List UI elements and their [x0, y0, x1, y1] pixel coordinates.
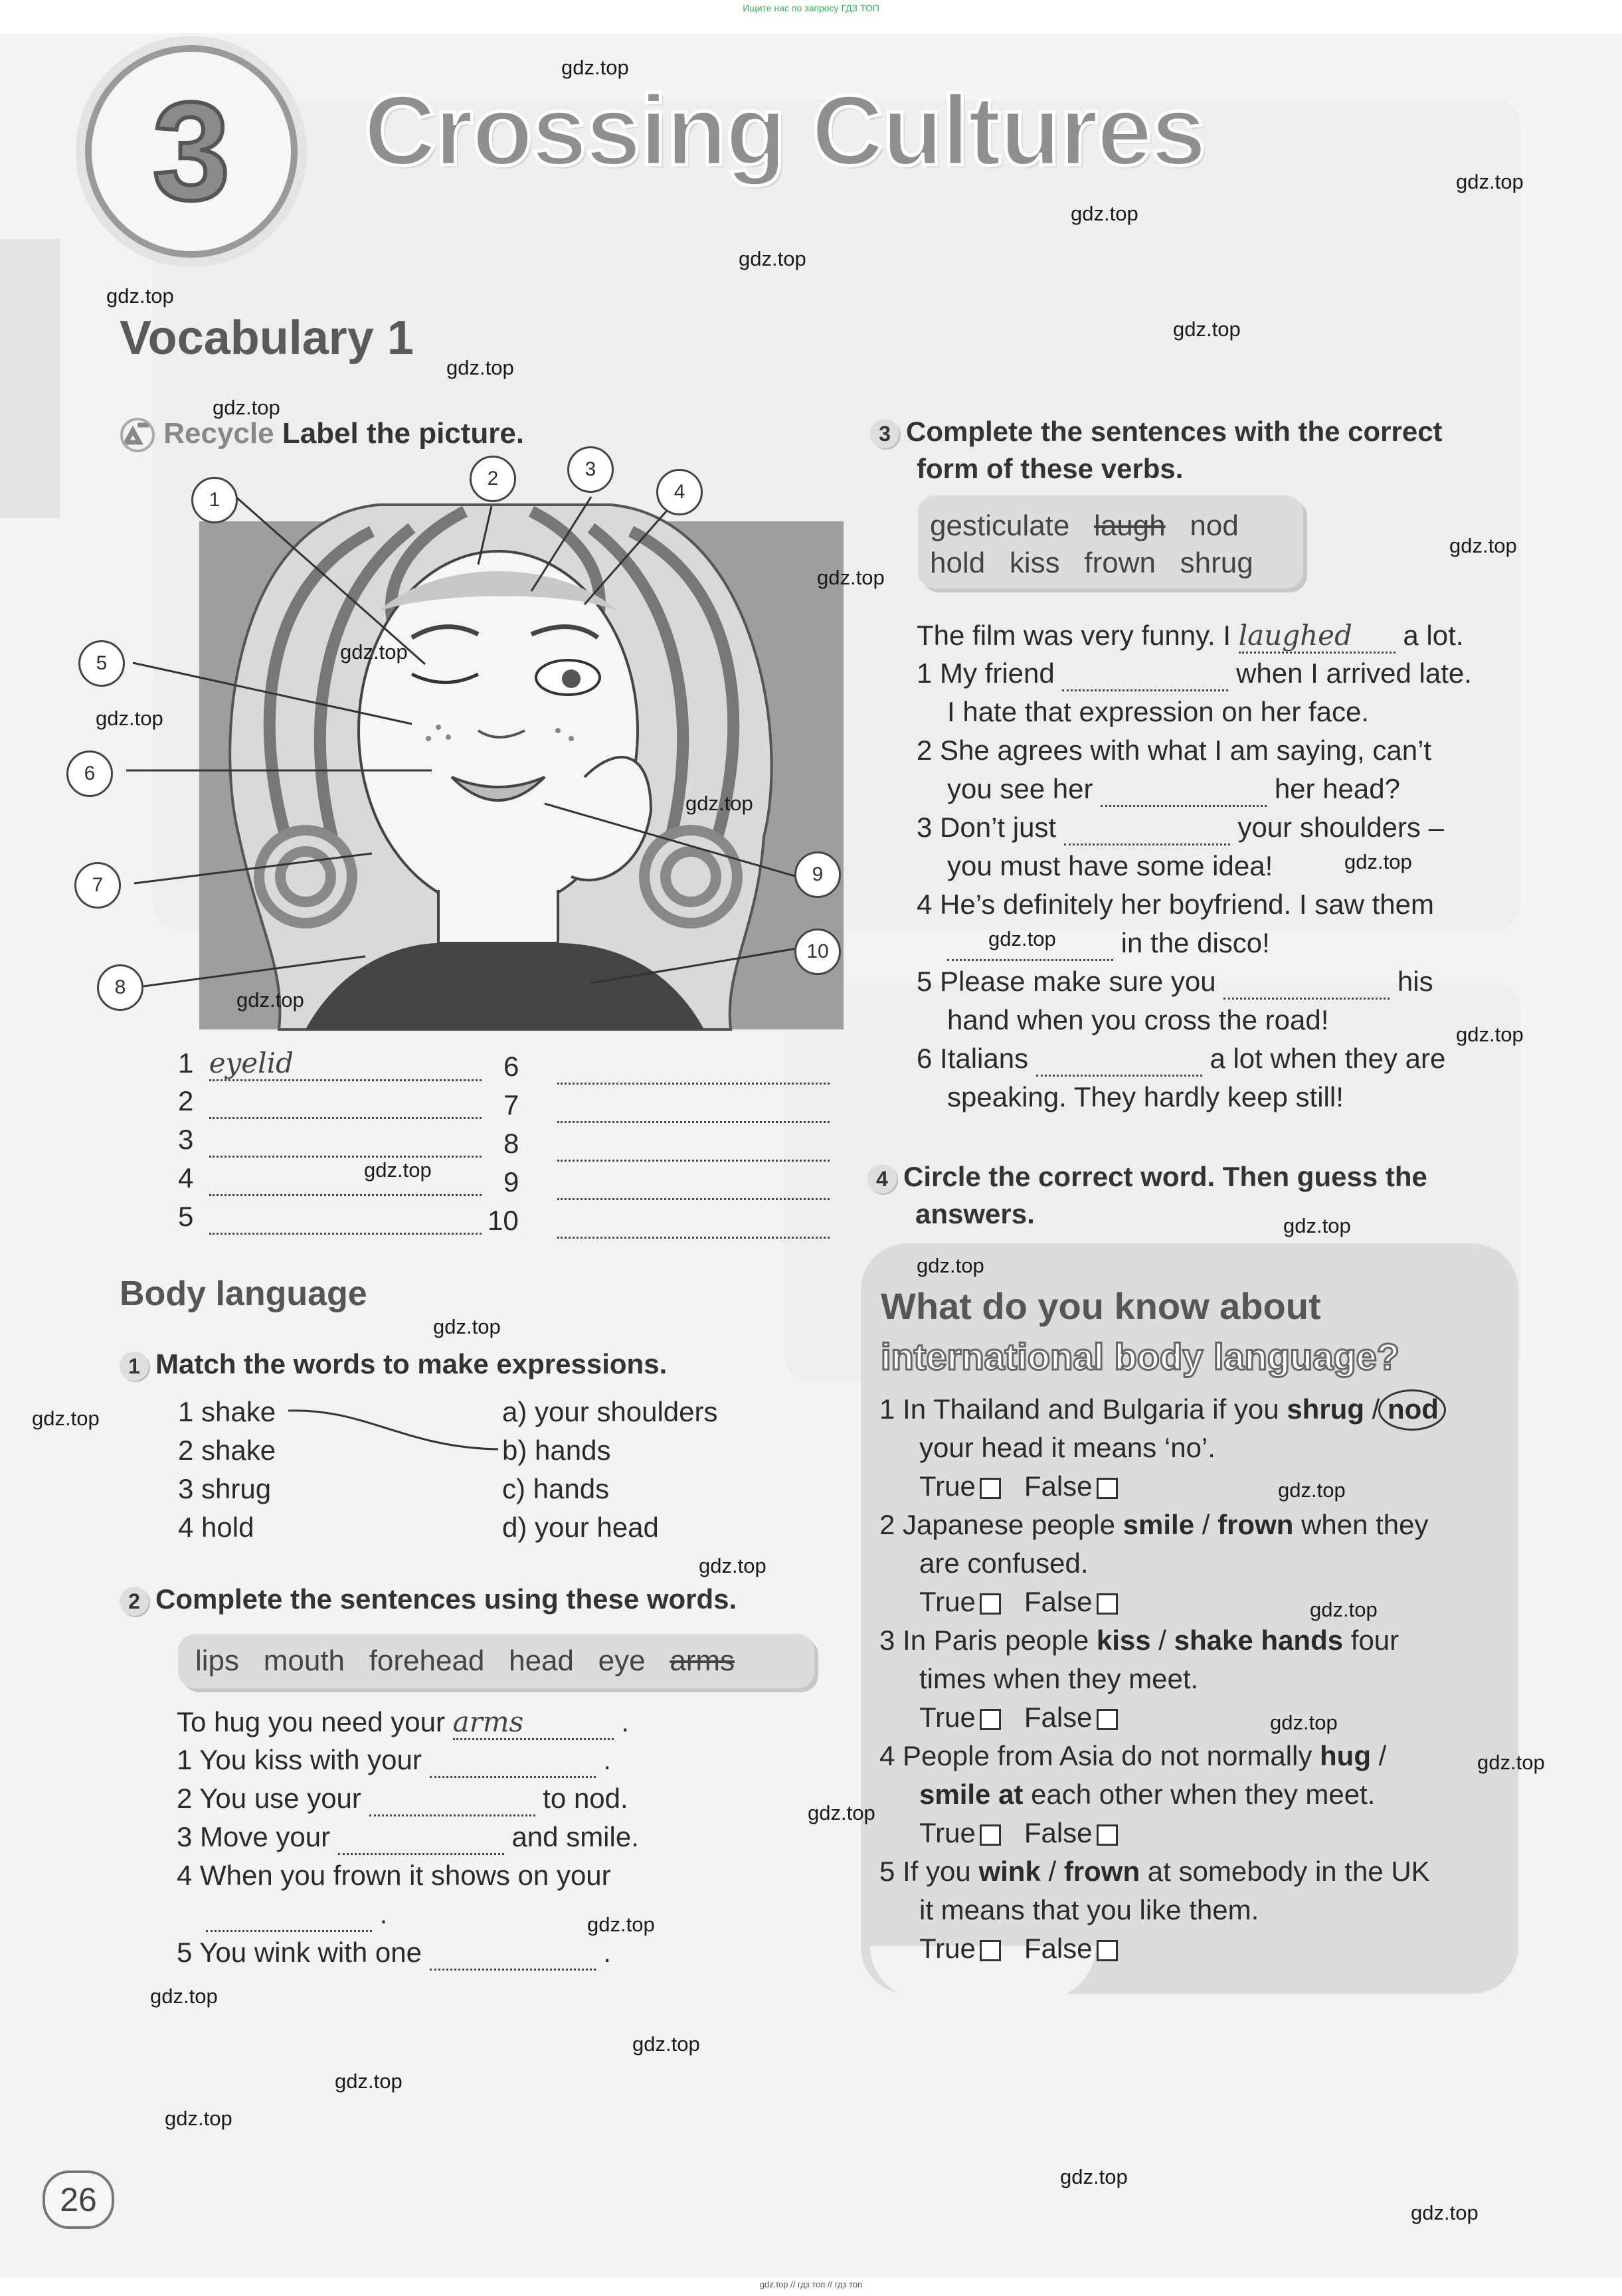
exercise-2-sentence: [206, 1898, 387, 1932]
word-box-words: [195, 1644, 735, 1678]
quiz-heading: What do you know about: [881, 1285, 1321, 1327]
sentence-text: 1 You kiss with your: [177, 1744, 422, 1775]
exercise-number: 2: [120, 1587, 149, 1616]
watermark: gdz.top: [1456, 170, 1524, 193]
exercise-3-sentence: [917, 1043, 1445, 1077]
answer-field[interactable]: [430, 1937, 596, 1971]
sentence-text: in the disco!: [1121, 927, 1270, 958]
quiz-question: [919, 1779, 1375, 1810]
choice-option[interactable]: frown: [1063, 1856, 1140, 1887]
recycle-label: Label the picture.: [282, 417, 525, 450]
exercise-number: 1: [120, 1352, 149, 1381]
answer-field[interactable]: [1036, 1043, 1202, 1077]
false-checkbox[interactable]: [1097, 1593, 1118, 1615]
recycle-instruction: [120, 417, 524, 453]
answer-field[interactable]: [430, 1744, 596, 1778]
answer-field[interactable]: [1223, 966, 1390, 1000]
watermark: gdz.top: [917, 1254, 984, 1277]
picture-label: 10: [794, 928, 841, 975]
quiz-heading: international body language?: [881, 1336, 1399, 1377]
exercise-3-sentence: [947, 1004, 1328, 1036]
false-label: False: [1024, 1933, 1093, 1964]
picture-label: 3: [567, 446, 614, 493]
exercise-2-sentence: [177, 1937, 611, 1971]
label-answer-field[interactable]: [557, 1089, 830, 1123]
quiz-true-false: [919, 1702, 1118, 1733]
sentence-text: you see her: [947, 773, 1093, 804]
watermark: gdz.top: [1270, 1711, 1338, 1734]
label-answer-field[interactable]: [557, 1051, 830, 1085]
label-number: 1: [178, 1047, 194, 1079]
quiz-true-false: [919, 1817, 1118, 1849]
word-item: gesticulate: [930, 509, 1070, 542]
label-answer-field[interactable]: [209, 1124, 482, 1158]
match-right-item[interactable]: b) hands: [502, 1435, 611, 1466]
instruction-text: Circle the correct word. Then guess the: [903, 1161, 1427, 1192]
watermark: gdz.top: [165, 2107, 232, 2130]
answer-field[interactable]: [1064, 812, 1230, 845]
exercise-3-example: [917, 619, 1463, 654]
label-answer-field[interactable]: [209, 1162, 482, 1196]
choice-separator: /: [1371, 1740, 1387, 1771]
sentence-text: 2 She agrees with what I am saying, can’t: [917, 735, 1432, 766]
label-answer-field[interactable]: [209, 1201, 482, 1235]
exercise-3-sentence: [947, 1081, 1344, 1113]
label-answer-field[interactable]: [209, 1047, 482, 1081]
false-label: False: [1024, 1586, 1093, 1617]
label-answer-row: [178, 1201, 482, 1235]
choice-option[interactable]: smile at: [919, 1779, 1024, 1810]
picture-label: 1: [191, 477, 238, 523]
answer-value: laughed: [1238, 619, 1352, 652]
watermark: gdz.top: [106, 284, 174, 308]
question-text: times when they meet.: [919, 1663, 1199, 1694]
word-item: kiss: [1009, 547, 1060, 579]
sentence-text: 2 You use your: [177, 1783, 361, 1814]
question-text: four: [1343, 1625, 1399, 1656]
true-checkbox[interactable]: [980, 1709, 1001, 1730]
answer-field[interactable]: [206, 1898, 372, 1932]
sentence-text: 6 Italians: [917, 1043, 1029, 1074]
word-item: frown: [1084, 547, 1156, 579]
watermark: gdz.top: [1411, 2201, 1479, 2224]
watermark: gdz.top: [236, 988, 304, 1012]
label-number: 7: [503, 1089, 519, 1120]
watermark: gdz.top: [446, 356, 514, 379]
picture-label: 5: [78, 640, 125, 687]
answer-circle: [1378, 1389, 1446, 1431]
page-title: Crossing Cultures: [364, 74, 1206, 186]
sentence-text: when I arrived late.: [1236, 658, 1472, 689]
match-left-item[interactable]: 3 shrug: [178, 1473, 272, 1504]
recycle-tag: Recycle: [163, 417, 274, 450]
watermark: gdz.top: [340, 640, 408, 663]
quiz-true-false: [919, 1586, 1118, 1618]
quiz-question: [879, 1625, 1399, 1656]
quiz-question: [879, 1393, 1439, 1425]
sentence-text: To hug you need your: [177, 1706, 445, 1737]
recycle-icon: [120, 417, 155, 453]
sentence-text: her head?: [1274, 773, 1400, 804]
choice-separator: /: [1194, 1509, 1218, 1540]
sentence-text: 3 Don’t just: [917, 812, 1057, 843]
instruction-text: Complete the sentences using these words.: [155, 1583, 737, 1615]
vocabulary-heading: Vocabulary 1: [120, 311, 414, 365]
exercise-3-sentence: [947, 773, 1400, 807]
question-text: 3 In Paris people: [879, 1625, 1089, 1656]
word-item: nod: [1190, 509, 1239, 542]
sentence-text: .: [621, 1706, 629, 1737]
picture-label: 7: [74, 862, 121, 909]
exercise-3-sentence: [917, 658, 1472, 691]
word-item-used: laugh: [1094, 509, 1166, 542]
quiz-question: [919, 1663, 1198, 1695]
match-line: [286, 1401, 505, 1455]
choice-option[interactable]: wink: [978, 1856, 1041, 1887]
section-heading: Body language: [120, 1275, 367, 1313]
word-item-used: arms: [670, 1644, 735, 1677]
sentence-text: you must have some idea!: [947, 850, 1273, 881]
instruction-text: Complete the sentences with the correct: [906, 416, 1443, 447]
sentence-text: a lot when they are: [1210, 1043, 1446, 1074]
word-item: hold: [930, 547, 986, 579]
true-label: True: [919, 1933, 976, 1964]
sentence-text: a lot.: [1403, 620, 1464, 651]
false-checkbox[interactable]: [1097, 1709, 1118, 1730]
exercise-number: 4: [867, 1164, 897, 1193]
label-answer-field[interactable]: [209, 1085, 482, 1119]
quiz-question: [919, 1432, 1216, 1464]
label-answer-row: [488, 1205, 830, 1239]
label-answer-row: [178, 1124, 482, 1158]
answer-value: arms: [452, 1706, 524, 1738]
match-left-item[interactable]: 4 hold: [178, 1512, 254, 1543]
sentence-text: hand when you cross the road!: [947, 1004, 1329, 1035]
instruction-text: form of these verbs.: [917, 453, 1184, 484]
watermark: gdz.top: [808, 1801, 875, 1824]
exercise-2-example: [177, 1706, 629, 1740]
instruction-text: Match the words to make expressions.: [155, 1348, 668, 1379]
watermark: gdz.top: [988, 927, 1056, 950]
exercise-2-sentence: [177, 1744, 611, 1778]
true-label: True: [919, 1817, 976, 1848]
face-illustration: [66, 465, 863, 1049]
label-number: 6: [503, 1051, 519, 1082]
word-item: lips: [195, 1644, 240, 1677]
label-answer-value: eyelid: [209, 1047, 294, 1079]
label-answer-field[interactable]: [557, 1128, 830, 1162]
word-item: eye: [598, 1644, 646, 1677]
sentence-text: his: [1397, 966, 1433, 997]
picture-label: 9: [794, 851, 841, 898]
sentence-text: 1 My friend: [917, 658, 1055, 689]
answer-field[interactable]: [1062, 658, 1228, 691]
answer-field[interactable]: [1239, 619, 1396, 654]
watermark: gdz.top: [1278, 1478, 1346, 1502]
exercise-2-sentence: [177, 1783, 628, 1816]
answer-field[interactable]: [338, 1821, 504, 1855]
sentence-text: and smile.: [511, 1821, 639, 1852]
answer-field[interactable]: [369, 1783, 535, 1816]
sentence-text: your shoulders –: [1237, 812, 1444, 843]
label-number: 4: [178, 1162, 194, 1193]
exercise-3-sentence: [917, 966, 1433, 1000]
watermark: gdz.top: [335, 2070, 403, 2093]
watermark: gdz.top: [1071, 202, 1138, 225]
quiz-question: [919, 1894, 1259, 1926]
exercise-3-instruction: [870, 413, 1443, 487]
match-right-item[interactable]: d) your head: [502, 1512, 659, 1543]
label-number: 9: [503, 1166, 519, 1197]
choice-option[interactable]: kiss: [1096, 1625, 1151, 1656]
watermark: gdz.top: [699, 1554, 766, 1577]
question-text: each other when they meet.: [1023, 1779, 1376, 1810]
true-checkbox[interactable]: [980, 1940, 1001, 1961]
question-text: are confused.: [919, 1547, 1089, 1579]
watermark: gdz.top: [561, 56, 629, 79]
label-answer-row: [178, 1047, 482, 1081]
exercise-3-sentence: [917, 812, 1444, 845]
question-text: it means that you like them.: [919, 1894, 1259, 1925]
choice-option[interactable]: frown: [1217, 1509, 1294, 1540]
label-answer-field[interactable]: [557, 1205, 830, 1239]
watermark: gdz.top: [213, 396, 280, 419]
true-checkbox[interactable]: [980, 1478, 1001, 1499]
question-text: 1 In Thailand and Bulgaria if you: [879, 1393, 1279, 1425]
sentence-text: 5 You wink with one: [177, 1937, 422, 1968]
label-answer-row: [178, 1162, 482, 1196]
match-right-item[interactable]: a) your shoulders: [502, 1396, 718, 1427]
exercise-number: 3: [870, 419, 899, 448]
label-number: 3: [178, 1124, 194, 1155]
false-label: False: [1024, 1817, 1093, 1848]
watermark: gdz.top: [739, 247, 806, 270]
quiz-question: [879, 1509, 1429, 1541]
watermark: gdz.top: [1449, 534, 1517, 557]
sentence-text: 3 Move your: [177, 1821, 331, 1852]
false-checkbox[interactable]: [1097, 1940, 1118, 1961]
choice-separator: /: [1040, 1856, 1064, 1887]
label-answer-row: [503, 1166, 830, 1200]
question-text: your head it means ‘no’.: [919, 1432, 1216, 1463]
choice-option[interactable]: shrug: [1287, 1393, 1364, 1425]
false-label: False: [1024, 1470, 1093, 1502]
false-checkbox[interactable]: [1097, 1824, 1118, 1846]
choice-separator: /: [1150, 1625, 1174, 1656]
quiz-question: [919, 1547, 1089, 1579]
sentence-text: 4 He’s definitely her boyfriend. I saw them: [917, 889, 1434, 920]
bottom-note: gdz.top // гдз топ // гдз топ: [759, 2279, 863, 2289]
watermark: gdz.top: [685, 792, 753, 815]
sentence-text: .: [603, 1744, 611, 1775]
answer-field[interactable]: [1101, 773, 1267, 807]
label-number: 10: [488, 1205, 519, 1236]
word-item: mouth: [263, 1644, 345, 1677]
question-text: 4 People from Asia do not normally: [879, 1740, 1312, 1771]
exercise-2-sentence: [177, 1860, 611, 1892]
unit-number: 3: [152, 73, 230, 229]
sentence-text: to nod.: [543, 1783, 628, 1814]
true-label: True: [919, 1586, 976, 1617]
false-label: False: [1024, 1702, 1093, 1733]
label-answer-row: [503, 1051, 830, 1085]
quiz-question: [879, 1740, 1386, 1772]
sentence-text: speaking. They hardly keep still!: [947, 1081, 1344, 1112]
watermark: gdz.top: [1344, 850, 1412, 873]
exercise-2-instruction: [120, 1583, 737, 1616]
true-checkbox[interactable]: [980, 1824, 1001, 1846]
exercise-2-sentence: [177, 1821, 639, 1855]
question-text: when they: [1293, 1509, 1429, 1540]
picture-label: 8: [97, 964, 143, 1011]
sentence-text: The film was very funny. I: [917, 620, 1231, 651]
watermark: gdz.top: [817, 566, 885, 589]
choice-separator: /: [1364, 1393, 1388, 1425]
watermark: gdz.top: [1060, 2165, 1128, 2188]
quiz-true-false: [919, 1933, 1118, 1965]
page-number: 26: [43, 2170, 114, 2229]
watermark: gdz.top: [632, 2032, 700, 2056]
watermark: gdz.top: [364, 1158, 432, 1182]
ghost-side-tab: [0, 239, 60, 518]
true-label: True: [919, 1702, 976, 1733]
sentence-text: 4 When you frown it shows on your: [177, 1860, 611, 1891]
watermark: gdz.top: [1456, 1023, 1524, 1046]
choice-option[interactable]: shake hands: [1174, 1625, 1344, 1656]
watermark: gdz.top: [1310, 1598, 1378, 1621]
label-answer-row: [178, 1085, 482, 1119]
match-left-item[interactable]: 1 shake: [178, 1396, 276, 1427]
exercise-3-sentence: [917, 889, 1434, 921]
picture-label: 4: [656, 469, 703, 515]
word-item: forehead: [369, 1644, 485, 1677]
label-answer-row: [503, 1089, 830, 1123]
picture-label: 2: [470, 456, 516, 502]
watermark: gdz.top: [150, 1985, 218, 2008]
true-label: True: [919, 1470, 976, 1502]
instruction-text: answers.: [915, 1198, 1035, 1229]
exercise-3-sentence: [917, 735, 1431, 766]
exercise-1-instruction: [120, 1348, 667, 1381]
watermark: gdz.top: [1477, 1751, 1545, 1774]
sentence-text: I hate that expression on her face.: [947, 696, 1370, 727]
word-item: head: [509, 1644, 574, 1677]
exercise-3-sentence: [947, 696, 1369, 728]
watermark: gdz.top: [433, 1315, 501, 1338]
sentence-text: .: [379, 1898, 388, 1929]
false-checkbox[interactable]: [1097, 1478, 1118, 1499]
label-number: 2: [178, 1085, 194, 1116]
watermark: gdz.top: [96, 707, 163, 730]
top-note: Ищите нас по запросу ГДЗ ТОП: [743, 3, 879, 13]
exercise-3-sentence: [947, 850, 1273, 882]
match-right-item[interactable]: c) hands: [502, 1473, 610, 1504]
choice-text: nod: [1388, 1393, 1439, 1425]
true-checkbox[interactable]: [980, 1593, 1001, 1615]
word-item: shrug: [1180, 547, 1253, 579]
quiz-question: [879, 1856, 1430, 1888]
watermark: gdz.top: [32, 1407, 100, 1430]
label-number: 8: [503, 1128, 519, 1159]
watermark: gdz.top: [1173, 317, 1241, 341]
label-answer-field[interactable]: [557, 1166, 830, 1200]
sentence-text: 5 Please make sure you: [917, 966, 1216, 997]
watermark: gdz.top: [1283, 1214, 1351, 1237]
sentence-text: .: [603, 1937, 611, 1968]
choice-option[interactable]: hug: [1320, 1740, 1371, 1771]
choice-option[interactable]: smile: [1123, 1509, 1195, 1540]
word-box-words: [930, 507, 1253, 582]
watermark: gdz.top: [587, 1913, 655, 1936]
label-number: 5: [178, 1201, 194, 1232]
picture-label: 6: [66, 751, 113, 797]
match-left-item[interactable]: 2 shake: [178, 1435, 276, 1466]
answer-field[interactable]: [453, 1706, 614, 1740]
label-answer-row: [503, 1128, 830, 1162]
question-text: 2 Japanese people: [879, 1509, 1115, 1540]
choice-option-circled[interactable]: [1388, 1393, 1439, 1425]
quiz-true-false: [919, 1470, 1118, 1502]
question-text: at somebody in the UK: [1140, 1856, 1430, 1887]
question-text: 5 If you: [879, 1856, 971, 1887]
